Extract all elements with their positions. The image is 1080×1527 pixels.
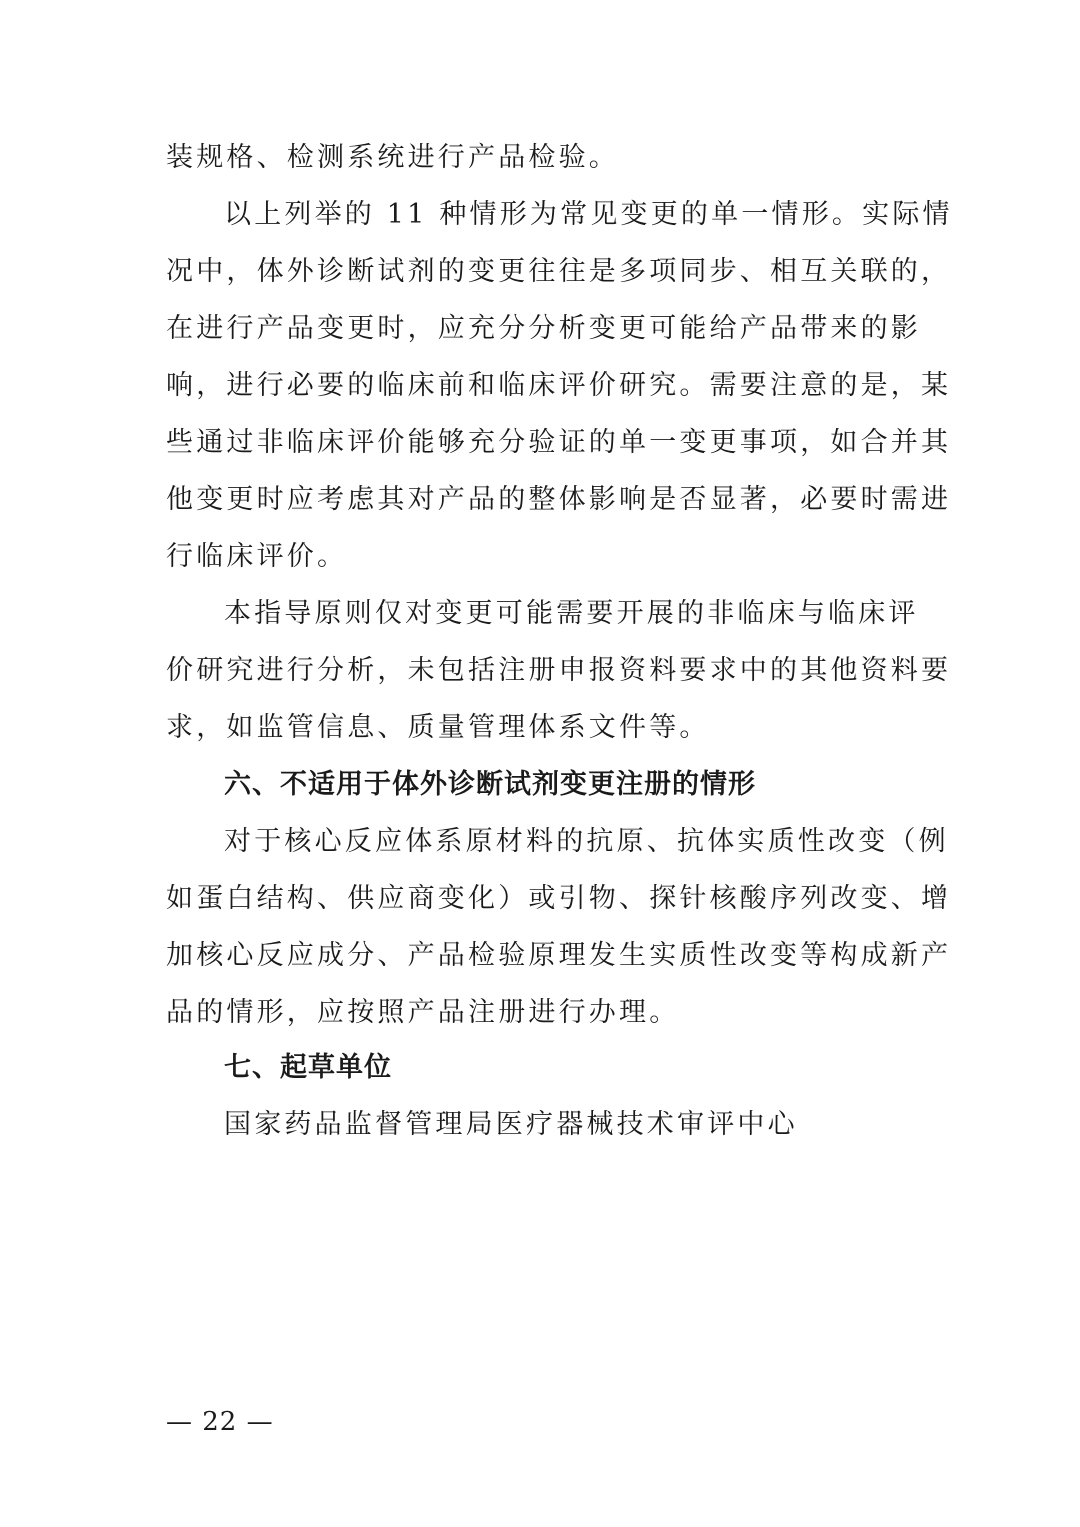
paragraph-line: 他变更时应考虑其对产品的整体影响是否显著，必要时需进 <box>166 484 952 515</box>
paragraph-line: 在进行产品变更时，应充分分析变更可能给产品带来的影 <box>166 313 921 344</box>
paragraph-line: 装规格、检测系统进行产品检验。 <box>166 142 619 173</box>
paragraph-line: 响，进行必要的临床前和临床评价研究。需要注意的是，某 <box>166 370 952 401</box>
paragraph-line: 对于核心反应体系原材料的抗原、抗体实质性改变（例 <box>224 826 949 857</box>
page-number: — 22 — <box>166 1407 274 1437</box>
paragraph-line: 以上列举的 11 种情形为常见变更的单一情形。实际情 <box>224 199 953 230</box>
paragraph-line: 些通过非临床评价能够充分验证的单一变更事项，如合并其 <box>166 427 952 458</box>
paragraph-line: 求，如监管信息、质量管理体系文件等。 <box>166 712 710 743</box>
paragraph-line: 品的情形，应按照产品注册进行办理。 <box>166 997 680 1028</box>
paragraph-line: 行临床评价。 <box>166 541 348 572</box>
paragraph-line: 加核心反应成分、产品检验原理发生实质性改变等构成新产 <box>166 940 952 971</box>
paragraph-line: 价研究进行分析，未包括注册申报资料要求中的其他资料要 <box>166 655 952 686</box>
paragraph-line: 如蛋白结构、供应商变化）或引物、探针核酸序列改变、增 <box>166 883 952 914</box>
paragraph-line: 况中，体外诊断试剂的变更往往是多项同步、相互关联的， <box>166 256 952 287</box>
drafting-organization: 国家药品监督管理局医疗器械技术审评中心 <box>224 1109 798 1140</box>
paragraph-line: 本指导原则仅对变更可能需要开展的非临床与临床评 <box>224 598 919 629</box>
section-heading-seven: 七、起草单位 <box>224 1052 392 1083</box>
section-heading-six: 六、不适用于体外诊断试剂变更注册的情形 <box>224 769 756 800</box>
